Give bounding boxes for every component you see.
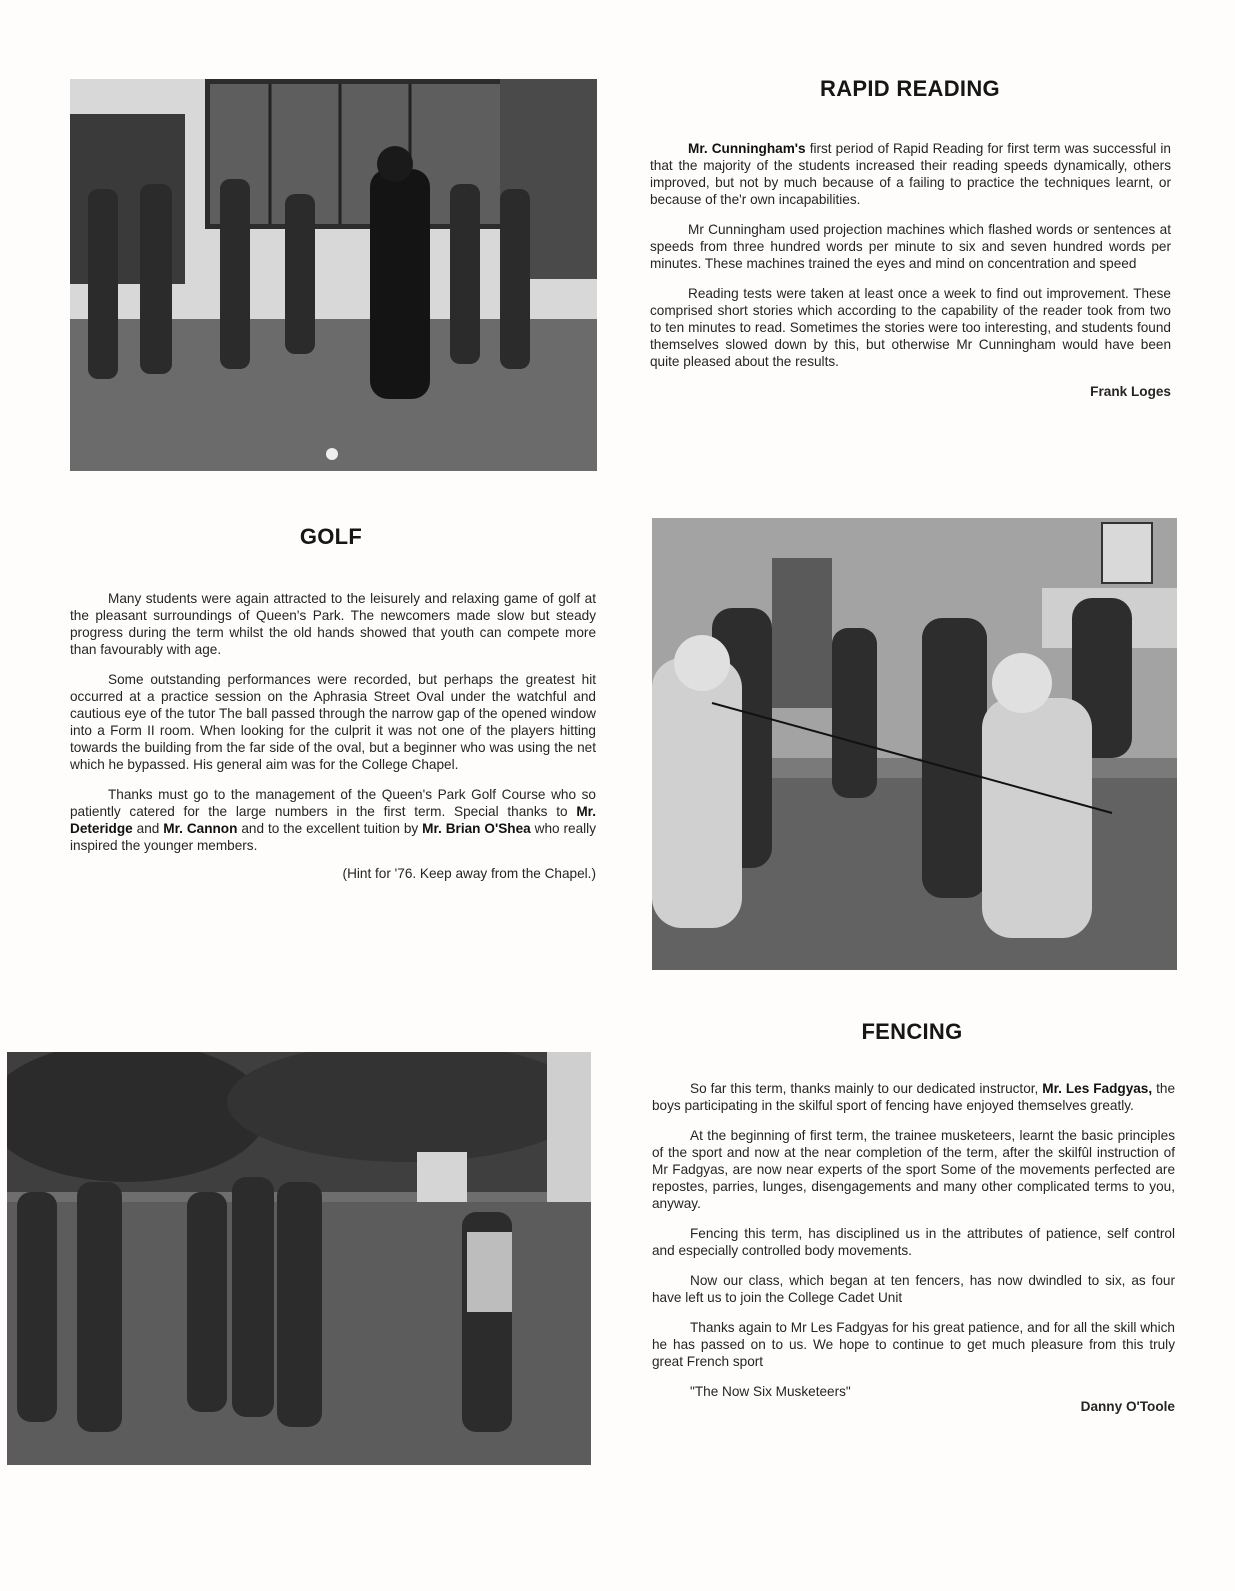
- rapid-reading-paragraph-3: Reading tests were taken at least once a week to find out improvement. These comprised short stories which according to the capability of the reader took from two to ten minutes to read. Sometimes the stories were too interesting, and students found themselves slowed down by this, but otherwise Mr Cunningham would have been quite pleased about the results.: [650, 286, 1171, 369]
- golf-group-photo: [7, 1052, 591, 1465]
- golf-paragraph-1: Many students were again attracted to the leisurely and relaxing game of golf at the pleasant surroundings of Queen's Park. The newcomers made slow but steady progress during the term whilst the old hands showed that youth can compete more than favourably with age.: [70, 591, 596, 657]
- golf-heading: GOLF: [299, 524, 363, 549]
- fencing-paragraph-1: So far this term, thanks mainly to our dedicated instructor, Mr. Les Fadgyas, the boys participating in the skilful sport of fencing have enjoyed themselves greatly.: [652, 1081, 1175, 1113]
- golf-swing-photo: [70, 79, 597, 471]
- fencing-photo: [652, 518, 1177, 970]
- fencing-author: Danny O'Toole: [1080, 1399, 1175, 1414]
- golf-paragraph-3: Thanks must go to the management of the Queen's Park Golf Course who so patiently catered for the large numbers in the first term. Special thanks to Mr. Deteridge and Mr. Cannon and to the excellent tuition by Mr. Brian O'Shea who really inspired the younger members.: [70, 787, 597, 853]
- fencing-quote: "The Now Six Musketeers": [690, 1384, 851, 1399]
- rapid-reading-heading: RAPID READING: [820, 76, 1000, 101]
- fencing-paragraph-4: Now our class, which began at ten fencers, has now dwindled to six, as four have left us to join the College Cadet Unit: [652, 1273, 1175, 1305]
- fencing-heading: FENCING: [861, 1019, 963, 1044]
- rapid-reading-article: [650, 140, 1171, 400]
- fencing-paragraph-3: Fencing this term, has disciplined us in the attributes of patience, self control and especially controlled body movements.: [652, 1226, 1175, 1258]
- fencing-article: [652, 1080, 1175, 1415]
- rapid-reading-author: Frank Loges: [1090, 384, 1171, 399]
- rapid-reading-paragraph-2: Mr Cunningham used projection machines which flashed words or sentences at speeds from three hundred words per minute to six and seven hundred words per minutes. These machines trained the eyes and mind on concentration and speed: [650, 222, 1171, 271]
- golf-hint: (Hint for '76. Keep away from the Chapel.): [342, 866, 596, 881]
- author-name: Mr. Cunningham's: [688, 141, 806, 156]
- fencing-paragraph-2: At the beginning of first term, the trainee musketeers, learnt the basic principles of the sport and now at the near completion of the term, after the skilfûl instruction of Mr Fadgyas, are now near experts of the sport Some of the movements perfected are repostes, parries, lunges, disengagements and many other complicated terms to you, anyway.: [652, 1128, 1175, 1211]
- rapid-reading-paragraph-1: Mr. Cunningham's first period of Rapid Reading for first term was successful in that the majority of the students increased their reading speeds dynamically, others improved, but not by much because of a failing to practice the techniques learnt, or because of the'r own incapabilities.: [650, 141, 1171, 207]
- golf-article: [70, 590, 596, 882]
- golf-paragraph-2: Some outstanding performances were recorded, but perhaps the greatest hit occurred at a practice session on the Aphrasia Street Oval under the watchful and cautious eye of the tutor The ball passed through the narrow gap of the opened window into a Form II room. When looking for the culprit it was not one of the players hitting towards the building from the far side of the oval, but a beginner who was using the net which he bypassed. His general aim was for the College Chapel.: [70, 672, 596, 772]
- fencing-paragraph-5: Thanks again to Mr Les Fadgyas for his great patience, and for all the skill which he has passed on to us. We hope to continue to get much pleasure from this truly great French sport: [652, 1320, 1175, 1369]
